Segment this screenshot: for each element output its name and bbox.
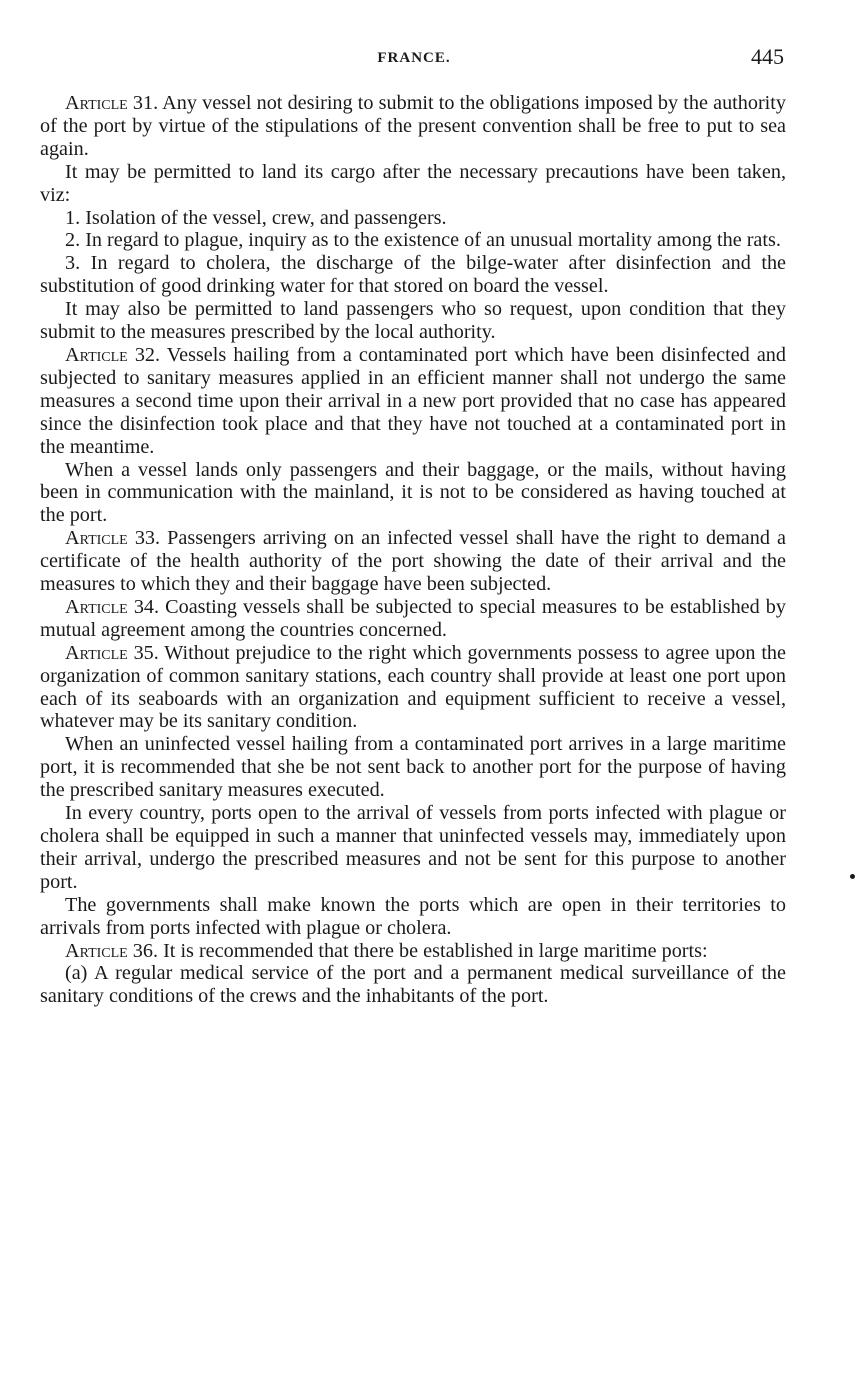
running-title: FRANCE. bbox=[377, 50, 451, 66]
paragraph-text: 35. Without prejudice to the right which governments possess to agree upon the organization of common sanitary stations, each country shall provide at least one port upon each of its seaboards with an organization and equipment sufficient to receive a vessel, whatever may be its sanitary condition. bbox=[40, 641, 786, 733]
paragraph-article-35 bbox=[40, 642, 786, 734]
scan-speck bbox=[850, 874, 855, 879]
body-text bbox=[40, 92, 786, 1008]
paragraph bbox=[40, 161, 786, 207]
paragraph bbox=[40, 894, 786, 940]
paragraph-article-31 bbox=[40, 92, 786, 161]
paragraph-text: 1. Isolation of the vessel, crew, and passengers. bbox=[65, 206, 447, 229]
paragraph-text: The governments shall make known the ports which are open in their territories to arrivals from ports infected with plague or cholera. bbox=[40, 893, 786, 939]
list-item bbox=[40, 207, 786, 230]
paragraph-text: It may be permitted to land its cargo after the necessary precautions have been taken, viz: bbox=[40, 160, 786, 206]
paragraph-text: When an uninfected vessel hailing from a contaminated port arrives in a large maritime port, it is recommended that she be not sent back to another port for the purpose of having the prescribed sanitary measures executed. bbox=[40, 733, 786, 802]
list-item bbox=[40, 252, 786, 298]
paragraph-text: In every country, ports open to the arrival of vessels from ports infected with plague or cholera shall be equipped in such a manner that uninfected vessels may, immediately upon their arrival, undergo the prescribed measures and not be sent for this purpose to another port. bbox=[40, 802, 786, 893]
paragraph-text: When a vessel lands only passengers and their baggage, or the mails, without having been in communication with the mainland, it is not to be considered as having touched at the port. bbox=[40, 458, 786, 527]
article-label: Article bbox=[65, 527, 128, 550]
paragraph-text: 3. In regard to cholera, the discharge of the bilge-water after disinfection and the substitution of good drinking water for that stored on board the vessel. bbox=[40, 252, 786, 298]
paragraph-article-33 bbox=[40, 527, 786, 596]
paragraph-text: 2. In regard to plague, inquiry as to the existence of an unusual mortality among the rats. bbox=[65, 229, 781, 252]
paragraph-article-36 bbox=[40, 940, 786, 963]
article-label: Article bbox=[65, 595, 128, 618]
running-head bbox=[0, 44, 868, 74]
page-number: 445 bbox=[751, 44, 784, 69]
paragraph-text: 36. It is recommended that there be established in large maritime ports: bbox=[127, 939, 708, 962]
paragraph-text: It may also be permitted to land passengers who so request, upon condition that they submit to the measures prescribed by the local authority. bbox=[40, 298, 786, 344]
paragraph-text: (a) A regular medical service of the port and a permanent medical surveillance of the sanitary conditions of the crews and the inhabitants of the port. bbox=[40, 962, 786, 1008]
paragraph bbox=[40, 733, 786, 802]
paragraph bbox=[40, 459, 786, 528]
paragraph bbox=[40, 298, 786, 344]
paragraph-text: 31. Any vessel not desiring to submit to the obligations imposed by the authority of the port by virtue of the stipulations of the present convention shall be free to put to sea again. bbox=[40, 92, 786, 160]
list-item bbox=[40, 229, 786, 252]
article-label: Article bbox=[65, 92, 128, 114]
paragraph-text: 33. Passengers arriving on an infected vessel shall have the right to demand a certificate of the health authority of the port showing the date of their arrival and the measures to which they and their baggage have been subjected. bbox=[40, 527, 786, 596]
article-label: Article bbox=[65, 641, 128, 664]
paragraph-text: 34. Coasting vessels shall be subjected to special measures to be established by mutual agreement among the countries concerned. bbox=[40, 595, 786, 641]
article-label: Article bbox=[65, 939, 128, 962]
paragraph bbox=[40, 802, 786, 894]
article-label: Article bbox=[65, 343, 128, 366]
list-item bbox=[40, 962, 786, 1008]
paragraph-article-32 bbox=[40, 344, 786, 459]
paragraph-text: 32. Vessels hailing from a contaminated port which have been disinfected and subjected to sanitary measures applied in an efficient manner shall not undergo the same measures a second time upon their arrival in a new port provided that no case has appeared since the disinfection took place and that they have not touched at a contaminated port in the meantime. bbox=[40, 343, 786, 458]
paragraph-article-34 bbox=[40, 596, 786, 642]
